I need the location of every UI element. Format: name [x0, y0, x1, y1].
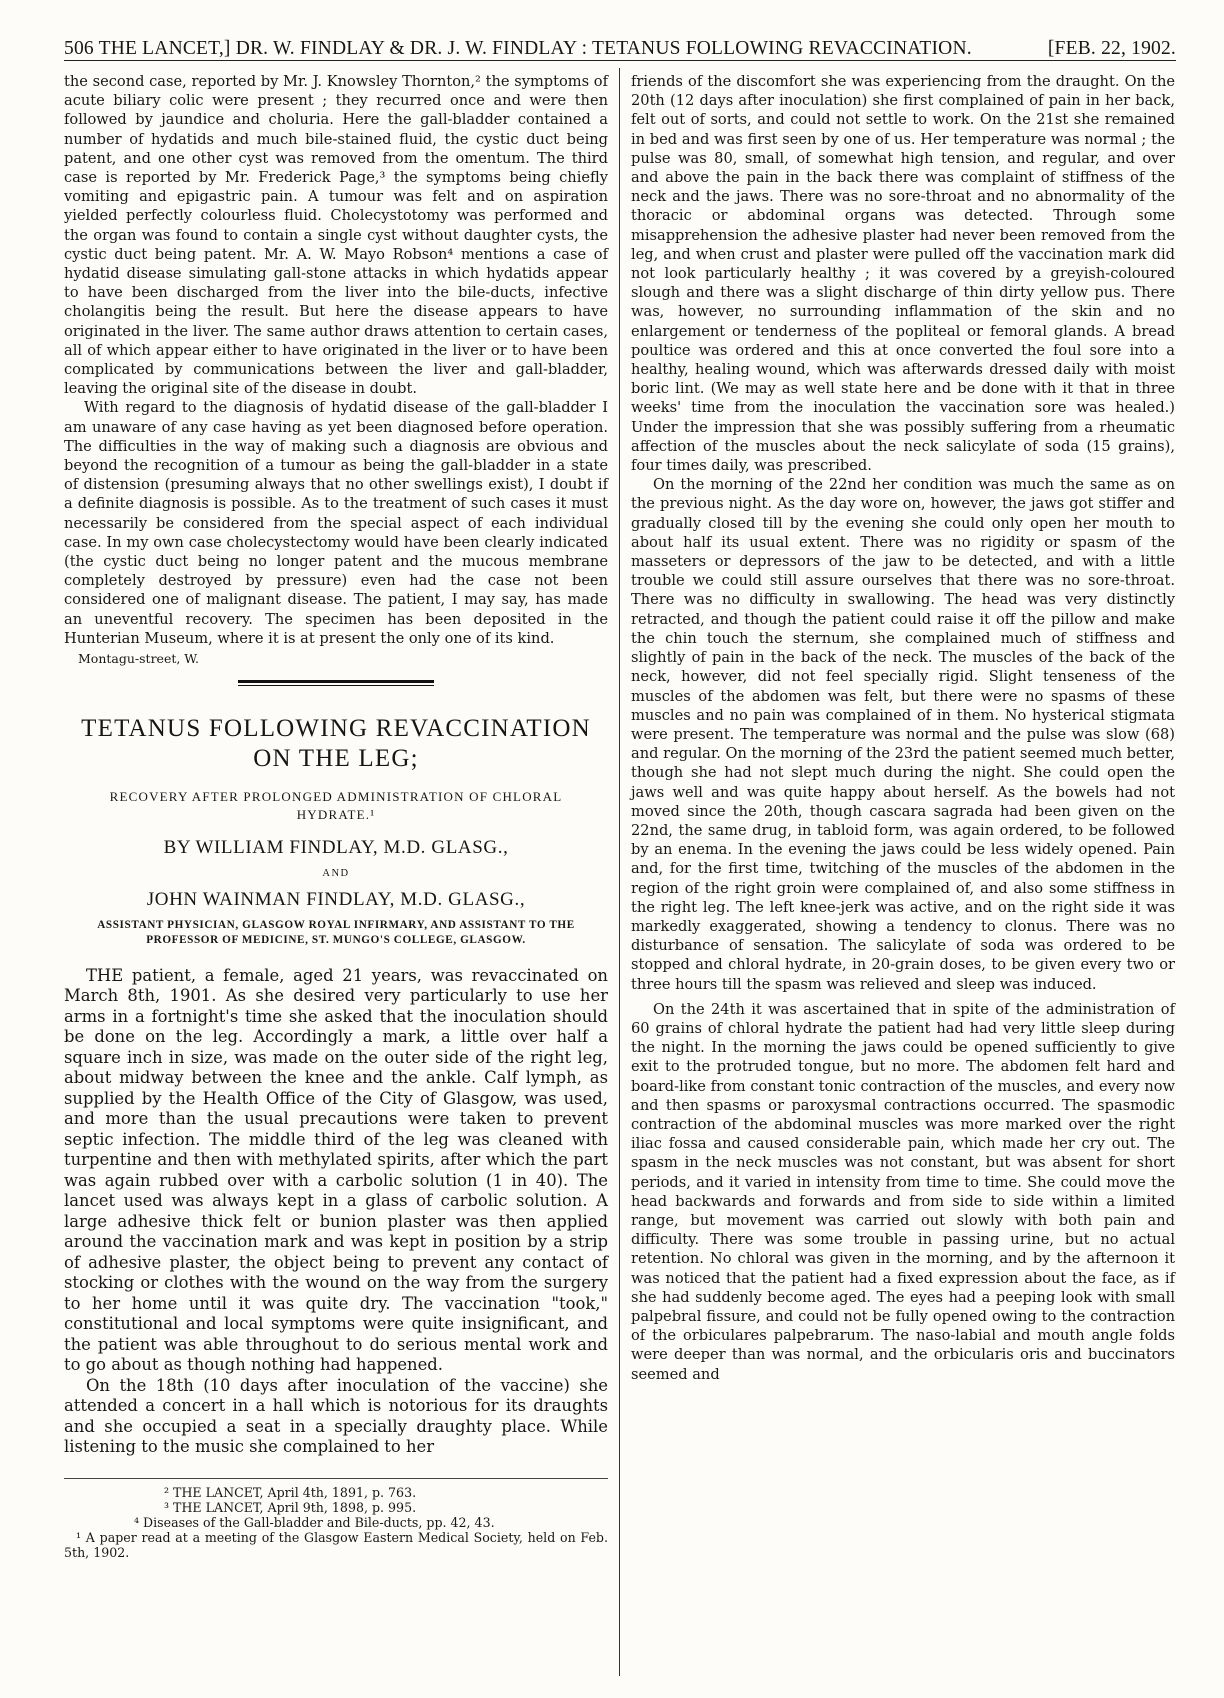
- journal-name: THE LANCET,]: [98, 38, 231, 59]
- left-paragraph-1: the second case, reported by Mr. J. Knowsley Thornton,² the symptoms of acute biliary colic were present ; they recurred once and were then followed by jaundice and choluria. Here the gall-bladder contained a number of hydatids and much bile-stained fluid, the cystic duct being patent, and one other cyst was removed from the omentum. The third case is reported by Mr. Frederick Page,³ the symptoms being chiefly vomiting and epigastric pain. A tumour was felt and on aspiration yielded perfectly colourless fluid. Cholecystotomy was performed and the organ was found to contain a single cyst without daughter cysts, the cystic duct being patent. Mr. A. W. Mayo Robson⁴ mentions a case of hydatid disease simulating gall-stone attacks in which hydatids appear to have been discharged from the liver into the bile-ducts, infective cholangitis being the result. But here the disease appears to have originated in the liver. The same author draws attention to certain cases, all of which appear either to have originated in the liver or to have been complicated by communications between the liver and gall-bladder, leaving the original site of the disease in doubt.: [64, 73, 608, 398]
- footnote-4: ⁴ Diseases of the Gall-bladder and Bile-ducts, pp. 42, 43.: [134, 1514, 495, 1530]
- author-conjunction: AND: [322, 868, 350, 880]
- right-paragraph-3: On the 24th it was ascertained that in spite of the administration of 60 grains of chloral hydrate the patient had had very little sleep during the night. In the morning the jaws could be opened sufficiently to give exit to the protruded tongue, but no more. The abdomen felt hard and board-like from constant tonic contraction of the muscles, and every now and then spasms or paroxysmal contractions occurred. The spasmodic contraction of the abdominal muscles was more marked over the right iliac fossa and caused considerable pain, which made her cry out. The spasm in the neck muscles was not constant, but was absent for short periods, and it varied in intensity from time to time. She could move the head backwards and forwards and from side to side within a limited range, but movement was carried out slowly with both pain and difficulty. There was some trouble in passing urine, but no actual retention. No chloral was given in the morning, and by the afternoon it was noticed that the patient had a fixed expression about the face, as if she had suddenly become aged. The eyes had a peeping look with small palpebral fissure, and could not be fully opened owing to the contraction of the orbiculares palpebrarum. The naso-labial and mouth angle folds were deeper than was normal, and the orbicularis oris and buccinators seemed and: [631, 1000, 1175, 1383]
- article-paragraph-2: On the 18th (10 days after inoculation of the vaccine) she attended a concert in a hall which is notorious for its draughts and she occupied a seat in a specially draughty place. While listening to the music she complained to her: [64, 1375, 608, 1456]
- column-divider: [619, 68, 620, 1676]
- section-rule: [238, 680, 434, 686]
- author-1: BY WILLIAM FINDLAY, M.D. GLASG.,: [163, 837, 509, 859]
- running-title: DR. W. FINDLAY & DR. J. W. FINDLAY : TETANUS FOLLOWING REVACCINATION.: [235, 38, 972, 59]
- author-2: JOHN WAINMAN FINDLAY, M.D. GLASG.,: [146, 888, 526, 910]
- issue-date: [FEB. 22, 1902.: [1047, 38, 1176, 59]
- footnote-3: ³ THE LANCET, April 9th, 1898, p. 995.: [164, 1499, 417, 1515]
- right-column: [631, 72, 1175, 1384]
- author-address: Montagu-street, W.: [78, 651, 199, 667]
- author-affiliation: ASSISTANT PHYSICIAN, GLASGOW ROYAL INFIRMARY, AND ASSISTANT TO THE PROFESSOR OF MEDICINE, ST. MUNGO'S COLLEGE, GLASGOW.: [97, 918, 575, 946]
- article-title: TETANUS FOLLOWING REVACCINATION ON THE LEG;: [81, 715, 591, 773]
- page-number: 506: [64, 38, 94, 59]
- footnotes: [64, 1478, 608, 1560]
- header-left: [64, 38, 972, 60]
- left-paragraph-2: With regard to the diagnosis of hydatid disease of the gall-bladder I am unaware of any case having as yet been diagnosed before operation. The difficulties in the way of making such a diagnosis are obvious and beyond the recognition of a tumour as being the gall-bladder in a state of distension (presuming always that no other swellings exist), I doubt if a definite diagnosis is possible. As to the treatment of such cases it must necessarily be considered from the special aspect of each individual case. In my own case cholecystectomy would have been clearly indicated (the cystic duct being no longer patent and the mucous membrane completely destroyed by pressure) even had the case not been considered one of malignant disease. The patient, I may say, has made an uneventful recovery. The specimen has been deposited in the Hunterian Museum, where it is at present the only one of its kind.: [64, 399, 608, 647]
- footnote-1: ¹ A paper read at a meeting of the Glasgow Eastern Medical Society, held on Feb. 5th, 1902.: [64, 1529, 608, 1560]
- footnote-2: ² THE LANCET, April 4th, 1891, p. 763.: [164, 1484, 417, 1500]
- article-body: [64, 966, 608, 1458]
- right-paragraph-1: friends of the discomfort she was experiencing from the draught. On the 20th (12 days after inoculation) she first complained of pain in her back, felt out of sorts, and could not settle to work. On the 21st she remained in bed and was first seen by one of us. Her temperature was normal ; the pulse was 80, small, of somewhat high tension, and regular, and over and above the pain in the back there was complaint of stiffness of the neck and the jaws. There was no sore-throat and no abnormality of the thoracic or abdominal organs was detected. Through some misapprehension the adhesive plaster had never been removed from the leg, and when crust and plaster were pulled off the vaccination mark did not look particularly healthy ; it was covered by a greyish-coloured slough and there was a slight discharge of thin dirty yellow pus. There was, however, no surrounding inflammation of the skin and no enlargement or tenderness of the popliteal or femoral glands. A bread poultice was ordered and this at once converted the foul sore into a healthy, healing wound, which was afterwards dressed daily with moist boric lint. (We may as well state here and be done with it that in three weeks' time from the inoculation the vaccination sore was healed.) Under the impression that she was possibly suffering from a rheumatic affection of the muscles about the neck salicylate of soda (15 grains), four times daily, was prescribed.: [631, 73, 1175, 475]
- running-header: [64, 32, 1176, 61]
- article-paragraph-1: THE patient, a female, aged 21 years, was revaccinated on March 8th, 1901. As she desired very particularly to use her arms in a fortnight's time she asked that the inoculation should be done on the leg. Accordingly a mark, a little over half a square inch in size, was made on the outer side of the right leg, about midway between the knee and the ankle. Calf lymph, as supplied by the Health Office of the City of Glasgow, was used, and more than the usual precautions were taken to prevent septic infection. The middle third of the leg was cleaned with turpentine and then with methylated spirits, after which the part was again rubbed over with a carbolic solution (1 in 40). The lancet used was always kept in a glass of carbolic solution. A large adhesive thick felt or bunion plaster was then applied around the vaccination mark and was kept in position by a strip of adhesive plaster, the object being to prevent any contact of stocking or clothes with the wound on the way from the surgery to her home until it was quite dry. The vaccination "took," constitutional and local symptoms were quite insignificant, and the patient was able throughout to do serious mental work and to go about as though nothing had happened.: [64, 965, 608, 1374]
- left-column: [64, 72, 608, 1560]
- article-subtitle: RECOVERY AFTER PROLONGED ADMINISTRATION OF CHLORAL HYDRATE.¹: [109, 789, 563, 823]
- right-paragraph-2: On the morning of the 22nd her condition was much the same as on the previous night. As the day wore on, however, the jaws got stiffer and gradually closed till by the evening she could only open her mouth to about half its usual extent. There was no rigidity or spasm of the masseters or depressors of the jaw to be detected, and with a little trouble we could still assure ourselves that there was no sore-throat. There was no difficulty in swallowing. The head was very distinctly retracted, and though the patient could raise it off the pillow and make the chin touch the sternum, she complained much of stiffness and slightly of pain in the back of the neck. The muscles of the back of the neck, however, did not feel specially rigid. Slight tenseness of the muscles of the abdomen was felt, but there were no spasms of these muscles and no pain was complained of in them. No hysterical stigmata were present. The temperature was normal and the pulse was slow (68) and regular. On the morning of the 23rd the patient seemed much better, though she had not slept much during the night. She could open the jaws well and was quite happy about herself. As the bowels had not moved since the 20th, though cascara sagrada had been given on the 22nd, the same drug, in tabloid form, was again ordered, to be followed by an enema. In the evening the jaws could be less widely opened. Pain and, for the first time, twitching of the muscles of the abdomen in the region of the right groin were complained of, and also some stiffness in the right leg. The left knee-jerk was active, and on the right side it was markedly exaggerated, showing a tendency to clonus. There was no disturbance of sensation. The salicylate of soda was ordered to be stopped and chloral hydrate, in 20-grain doses, to be given every two or three hours till the spasm was relieved and sleep was induced.: [631, 476, 1175, 993]
